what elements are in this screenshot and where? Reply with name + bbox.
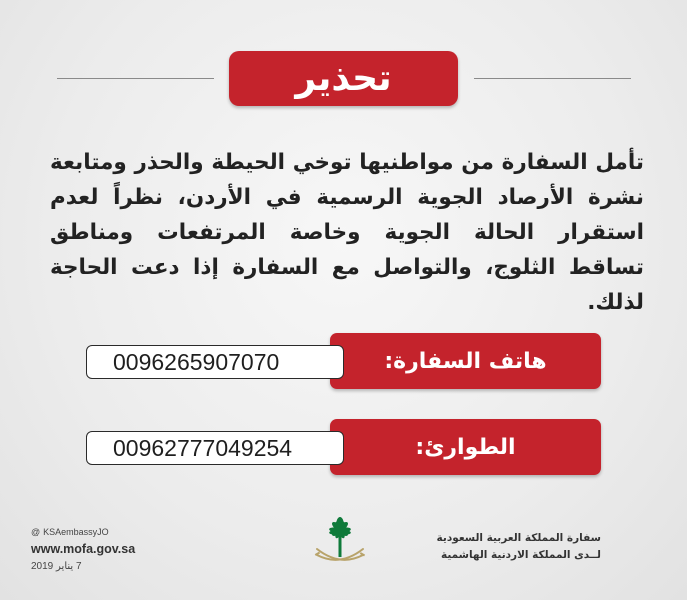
emergency-phone-label: الطوارئ: — [415, 434, 516, 460]
saudi-emblem-icon — [311, 515, 369, 573]
footer-organization — [437, 530, 601, 564]
org-name-line2: لــدى المملكة الاردنية الهاشمية — [440, 549, 601, 561]
footer-contact-info — [31, 527, 135, 572]
embassy-phone-number-field — [86, 345, 344, 379]
divider-right — [474, 78, 631, 79]
embassy-phone-number: 0096265907070 — [113, 348, 280, 375]
org-name-line1: سفارة المملكة العربية السعودية — [436, 532, 601, 544]
website-link[interactable]: www.mofa.gov.sa — [31, 542, 136, 556]
embassy-phone-label: هاتف السفارة: — [384, 348, 547, 374]
embassy-phone-label-box — [330, 333, 601, 389]
social-handle — [31, 527, 135, 537]
warning-title-banner — [229, 51, 458, 106]
warning-title: تحذير — [295, 58, 392, 99]
social-at-icon: @ — [31, 527, 41, 537]
emergency-phone-label-box — [330, 419, 601, 475]
emergency-phone-number: 00962777049254 — [113, 434, 293, 461]
divider-left — [57, 78, 214, 79]
publish-date: 7 يناير 2019 — [31, 561, 82, 572]
emergency-phone-number-field — [86, 431, 344, 465]
social-handle-text: KSAembassyJO — [43, 527, 109, 537]
advisory-text: تأمل السفارة من مواطنيها توخي الحيطة والحذر ومتابعة نشرة الأرصاد الجوية الرسمية في الأردن، نظراً لعدم استقرار الحالة الجوية وخاصة المرتفعات ومناطق تساقط الثلوج، والتواصل مع السفارة إذا دعت الحاجة لذلك. — [50, 150, 644, 315]
